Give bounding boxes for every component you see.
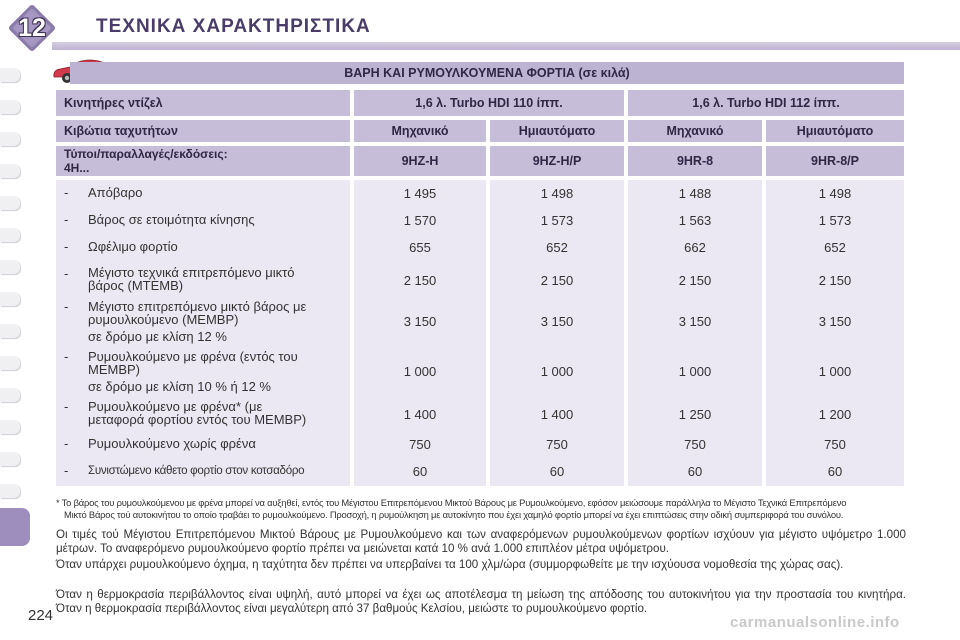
side-tab[interactable] [0, 484, 20, 498]
row-value: 1 573 [818, 213, 852, 228]
gearbox-col-1: Μηχανικό [354, 120, 486, 142]
row-label-note: σε δρόμο με κλίση 12 % [88, 329, 227, 344]
row-value: 2 150 [540, 273, 574, 288]
side-tab[interactable] [0, 292, 20, 306]
type-col-3: 9HR-8 [628, 146, 762, 176]
row-value: 60 [549, 464, 565, 479]
row-value: 750 [409, 437, 431, 452]
engines-label: Κινητήρες ντίζελ [56, 90, 350, 116]
row-label: Συνιστώμενο κάθετο φορτίο στον κοτσαδόρο [88, 464, 305, 477]
side-tab[interactable] [0, 356, 20, 370]
row-label-cont: βάρος (MTEMB) [88, 278, 184, 293]
table-banner: ΒΑΡΗ ΚΑΙ ΡΥΜΟΥΛΚΟΥΜΕΝΑ ΦΟΡΤΙΑ (σε κιλά) [70, 62, 904, 84]
row-value: 3 150 [540, 314, 574, 329]
row-value: 750 [824, 437, 846, 452]
row-value: 1 498 [818, 186, 852, 201]
row-value: 662 [684, 240, 706, 255]
row-dash: - [64, 436, 69, 451]
row-label-cont: μεταφορά φορτίου εντός του MEMBP) [88, 412, 307, 427]
row-dash: - [64, 299, 69, 314]
row-value: 2 150 [403, 273, 437, 288]
type-col-1: 9HZ-H [354, 146, 486, 176]
row-value: 1 000 [678, 364, 712, 379]
row-dash: - [64, 239, 69, 254]
row-value: 750 [546, 437, 568, 452]
row-dash: - [64, 399, 69, 414]
types-label [56, 146, 350, 176]
row-value: 60 [412, 464, 428, 479]
side-tab[interactable] [0, 164, 20, 178]
row-value: 3 150 [678, 314, 712, 329]
row-value: 2 150 [818, 273, 852, 288]
row-value: 1 495 [403, 186, 437, 201]
row-value: 1 000 [818, 364, 852, 379]
types-label-line2: 4H... [64, 161, 90, 175]
watermark: carmanualsonline.info [730, 614, 900, 631]
row-label-note: σε δρόμο με κλίση 10 % ή 12 % [88, 379, 271, 394]
gearbox-label: Κιβώτια ταχυτήτων [56, 120, 350, 142]
type-col-2: 9HZ-H/P [490, 146, 624, 176]
row-value: 1 000 [403, 364, 437, 379]
engine-110-header: 1,6 λ. Turbo HDI 110 ίππ. [354, 90, 624, 116]
row-value: 1 400 [540, 407, 574, 422]
row-value: 1 200 [818, 407, 852, 422]
row-value: 1 250 [678, 407, 712, 422]
row-value: 1 563 [678, 213, 712, 228]
chapter-badge [10, 6, 54, 50]
page-header [0, 0, 960, 54]
row-dash: - [64, 463, 69, 478]
row-label: Ωφέλιμο φορτίο [88, 239, 178, 254]
row-label: Απόβαρο [88, 185, 143, 200]
row-value: 655 [409, 240, 431, 255]
row-label: Ρυμουλκούμενο χωρίς φρένα [88, 436, 256, 451]
side-tab[interactable] [0, 228, 20, 242]
row-dash: - [64, 185, 69, 200]
row-value: 652 [824, 240, 846, 255]
side-tab[interactable] [0, 324, 20, 338]
row-dash: - [64, 212, 69, 227]
row-label: Μέγιστο επιτρεπόμενο μικτό βάρος με [88, 299, 307, 314]
side-tab[interactable] [0, 68, 20, 82]
type-col-4: 9HR-8/P [766, 146, 904, 176]
header-rule [52, 42, 960, 50]
row-value: 3 150 [403, 314, 437, 329]
row-label: Ρυμουλκούμενο με φρένα (εντός του [88, 349, 298, 364]
row-value: 1 488 [678, 186, 712, 201]
footnote-line2: Μικτό Βάρος τού αυτοκινήτου το οποίο τραβάει το ρυμουλκούμενο. Προσοχή, η ρυμούλκηση με αυτοκίνητο που έχει χαμηλό φορτίο μπορεί να έχει επιπτώσεις στην οδική συμπεριφορά του συνόλου. [64, 509, 844, 520]
row-label-cont: MEMBP) [88, 362, 140, 377]
types-label-line1: Τύποι/παραλλαγές/εκδόσεις: [64, 147, 228, 161]
row-value: 652 [546, 240, 568, 255]
row-value: 60 [827, 464, 843, 479]
gearbox-col-4: Ημιαυτόματο [766, 120, 904, 142]
side-tab[interactable] [0, 100, 20, 114]
row-label: Ρυμουλκούμενο με φρένα* (με [88, 399, 263, 414]
gearbox-col-2: Ημιαυτόματο [490, 120, 624, 142]
row-value: 1 000 [540, 364, 574, 379]
row-dash: - [64, 266, 69, 281]
page-title: ΤΕΧΝΙΚΑ ΧΑΡΑΚΤΗΡΙΣΤΙΚΑ [96, 16, 371, 37]
row-value: 60 [687, 464, 703, 479]
row-label: Μέγιστο τεχνικά επιτρεπόμενο μικτό [88, 265, 295, 280]
row-value: 3 150 [818, 314, 852, 329]
row-value: 750 [684, 437, 706, 452]
row-value: 2 150 [678, 273, 712, 288]
side-tab[interactable] [0, 196, 20, 210]
page-number: 224 [28, 607, 54, 624]
footnote-line1: * Το βάρος του ρυμουλκούμενου με φρένα μπορεί να αυξηθεί, εντός του Μέγιστου Επιτρεπόμενου Μικτού Βάρους με Ρυμουλκούμενο, εφόσον μειώσουμε παράλληλα το Μέγιστο Τεχνικά Επιτρεπόμενο [56, 497, 847, 508]
side-tab-active[interactable] [0, 508, 30, 546]
row-label: Βάρος σε ετοιμότητα κίνησης [88, 212, 255, 227]
chapter-number: 12 [18, 14, 46, 42]
row-label-cont: ρυμουλκούμενο (MEMBP) [88, 312, 239, 327]
row-dash: - [64, 349, 69, 364]
engine-112-header: 1,6 λ. Turbo HDI 112 ίππ. [628, 90, 904, 116]
paragraph-altitude: Οι τιμές τού Μέγιστου Επιτρεπόμενου Μικτού Βάρους με Ρυμουλκούμενο και των αναφερόμενων ρυμουλκούμενων φορτίων ισχύουν για μέγιστο υψόμετρο 1.000 μέτρων. Το αναφερόμενο ρυμουλκούμενο φορτίο πρέπει να μειώνεται κατά 10 % ανά 1.000 επιπλέον μέτρα υψόμετρου. [56, 528, 906, 555]
gearbox-col-3: Μηχανικό [628, 120, 762, 142]
side-tab[interactable] [0, 452, 20, 466]
row-value: 1 400 [403, 407, 437, 422]
side-tab[interactable] [0, 260, 20, 274]
paragraph-speed: Όταν υπάρχει ρυμουλκούμενο όχημα, η ταχύτητα δεν πρέπει να υπερβαίνει τα 100 χλμ/ώρα (συμμορφωθείτε με την ισχύουσα νομοθεσία της χώρας σας). [56, 558, 844, 571]
footnote [56, 497, 906, 521]
row-value: 1 570 [403, 213, 437, 228]
row-value: 1 573 [540, 213, 574, 228]
side-tab[interactable] [0, 388, 20, 402]
paragraph-temperature: Όταν η θερμοκρασία περιβάλλοντος είναι υψηλή, αυτό μπορεί να έχει ως αποτέλεσμα τη μείωση της απόδοσης του αυτοκινήτου για την προστασία του κινητήρα. Όταν η θερμοκρασία περιβάλλοντος είναι μεγαλύτερη από 37 βαθμούς Κελσίου, μειώστε το ρυμουλκούμενο φορτίο. [56, 588, 906, 615]
row-value: 1 498 [540, 186, 574, 201]
side-tab[interactable] [0, 132, 20, 146]
side-tab[interactable] [0, 420, 20, 434]
